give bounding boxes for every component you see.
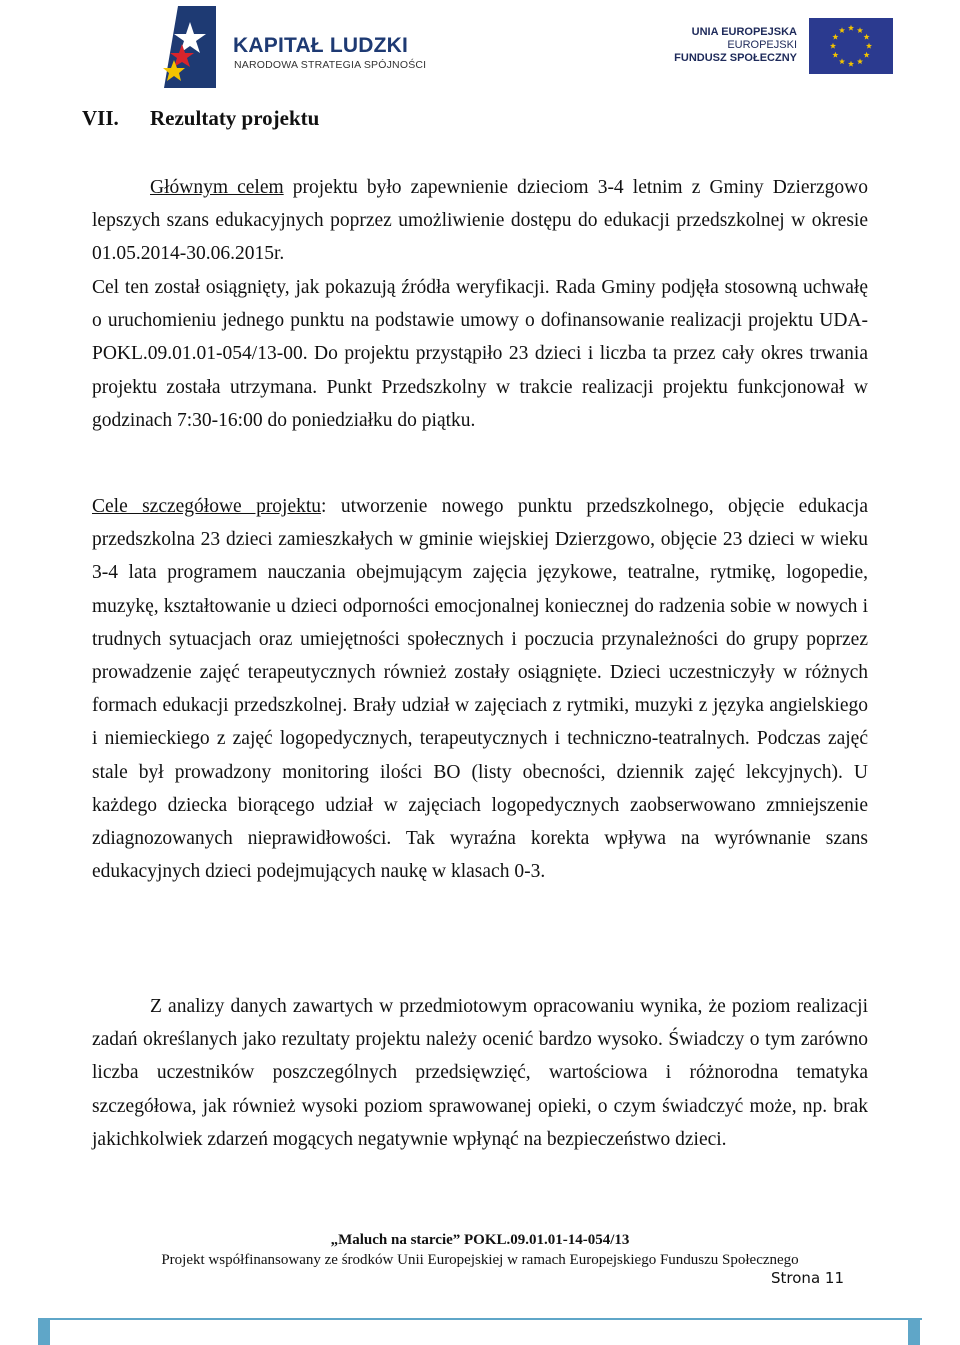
paragraph-analysis: Z analizy danych zawartych w przedmiotowym opracowaniu wynika, że poziom realizacji zadań określanych jako rezultaty projektu należy ocenić bardzo wysoko. Świadczy o tym zarówno liczba uczestników poszczególnych przedsięwzięć, wartościowa i różnorodna tematyka szczegółowa, jak również wysoki poziom sprawowanej opieki, o czym świadczyć może, np. brak jakichkolwiek zdarzeń mogących negatywnie wpłynąć na bezpieczeństwo dzieci.: [92, 996, 868, 1150]
main-goal-underlined: Głównym celem: [150, 177, 284, 198]
main-goal-text: projektu było zapewnienie dzieciom 3-4 letnim z Gminy Dzierzgowo lepszych szans edukacyjnych poprzez umożliwienie dostępu do edukacji przedszkolnej w okresie 01.05.2014-30.06.2015r.: [92, 177, 868, 265]
kapital-ludzki-subtitle: NARODOWA STRATEGIA SPÓJNOŚCI: [234, 59, 427, 71]
specific-goals-text: : utworzenie nowego punktu przedszkolnego, objęcie edukacja przedszkolna 23 dzieci zamieszkałych w gminie wiejskiej Dzierzgowo, objęcie 23 dzieci w wieku 3-4 lata programem nauczania obejmującym zajęcia językowe, teatralne, rytmikę, logopedie, muzykę, kształtowanie u dzieci odporności emocjonalnej koniecznej do radzenia sobie w nowych i trudnych sytuacjach oraz umiejętności społecznych i poczucia przynależności do grupy poprzez prowadzenie zajęć terapeutycznych również zostały osiągnięte. Dzieci uczestniczyły w różnych formach edukacji przedszkolnej. Brały udział w zajęciach z rytmiki, muzyki z języka angielskiego i niemieckiego z zajęć logopedycznych, terapeutycznych i techniczno-teatralnych. Podczas zajęć stale był prowadzony monitoring ilości BO (listy obecności, dziennik zajęć lekcyjnych). U każdego dziecka biorącego udział w zajęciach logopedycznych zaobserwowano zmniejszenie zdiagnozowanych nieprawidłowości. Tak wyraźna korekta wpływa na wyrównanie szans edukacyjnych dzieci podejmujących naukę w klasach 0-3.: [92, 496, 868, 883]
eu-line-3: FUNDUSZ SPOŁECZNY: [674, 52, 797, 64]
footer-rule: [38, 1318, 922, 1320]
footer-tab-left: [38, 1320, 50, 1345]
section-heading: [82, 106, 319, 131]
paragraph-main-goal: [92, 171, 868, 271]
footer-project-name: „Maluch na starcie” POKL.09.01.01-14-054/13: [330, 1232, 630, 1248]
specific-goals-underlined: Cele szczegółowe projektu: [92, 496, 322, 517]
eu-logo: [660, 16, 895, 78]
kapital-ludzki-title: KAPITAŁ LUDZKI: [233, 34, 409, 57]
eu-line-1: UNIA EUROPEJSKA: [691, 26, 797, 38]
section-title: Rezultaty projektu: [150, 106, 320, 130]
footer-cofinancing: Projekt współfinansowany ze środków Unii Europejskiej w ramach Europejskiego Funduszu Społecznego: [161, 1252, 799, 1268]
eu-logo-text: [674, 26, 797, 65]
eu-flag-icon: [809, 18, 893, 74]
section-number: VII.: [82, 106, 119, 130]
kapital-ludzki-emblem-icon: [160, 4, 218, 90]
footer-tab-right: [908, 1320, 920, 1345]
page-footer: [0, 1230, 960, 1270]
page-number: Strona 11: [771, 1269, 844, 1287]
eu-line-2: EUROPEJSKI: [727, 39, 797, 51]
paragraph-specific-goals: [92, 490, 868, 888]
kapital-ludzki-logo: [160, 4, 430, 90]
paragraph-goal-achieved: Cel ten został osiągnięty, jak pokazują źródła weryfikacji. Rada Gminy podjęła stosowną uchwałę o uruchomieniu jednego punktu na podstawie umowy o dofinansowanie realizacji projektu UDA-POKL.09.01.01-054/13-00. Do projektu przystąpiło 23 dzieci i liczba ta przez cały okres trwania projektu została utrzymana. Punkt Przedszkolny w trakcie realizacji projektu funkcjonował w godzinach 7:30-16:00 do poniedziałku do piątku.: [92, 277, 868, 431]
page-header: [0, 0, 960, 95]
